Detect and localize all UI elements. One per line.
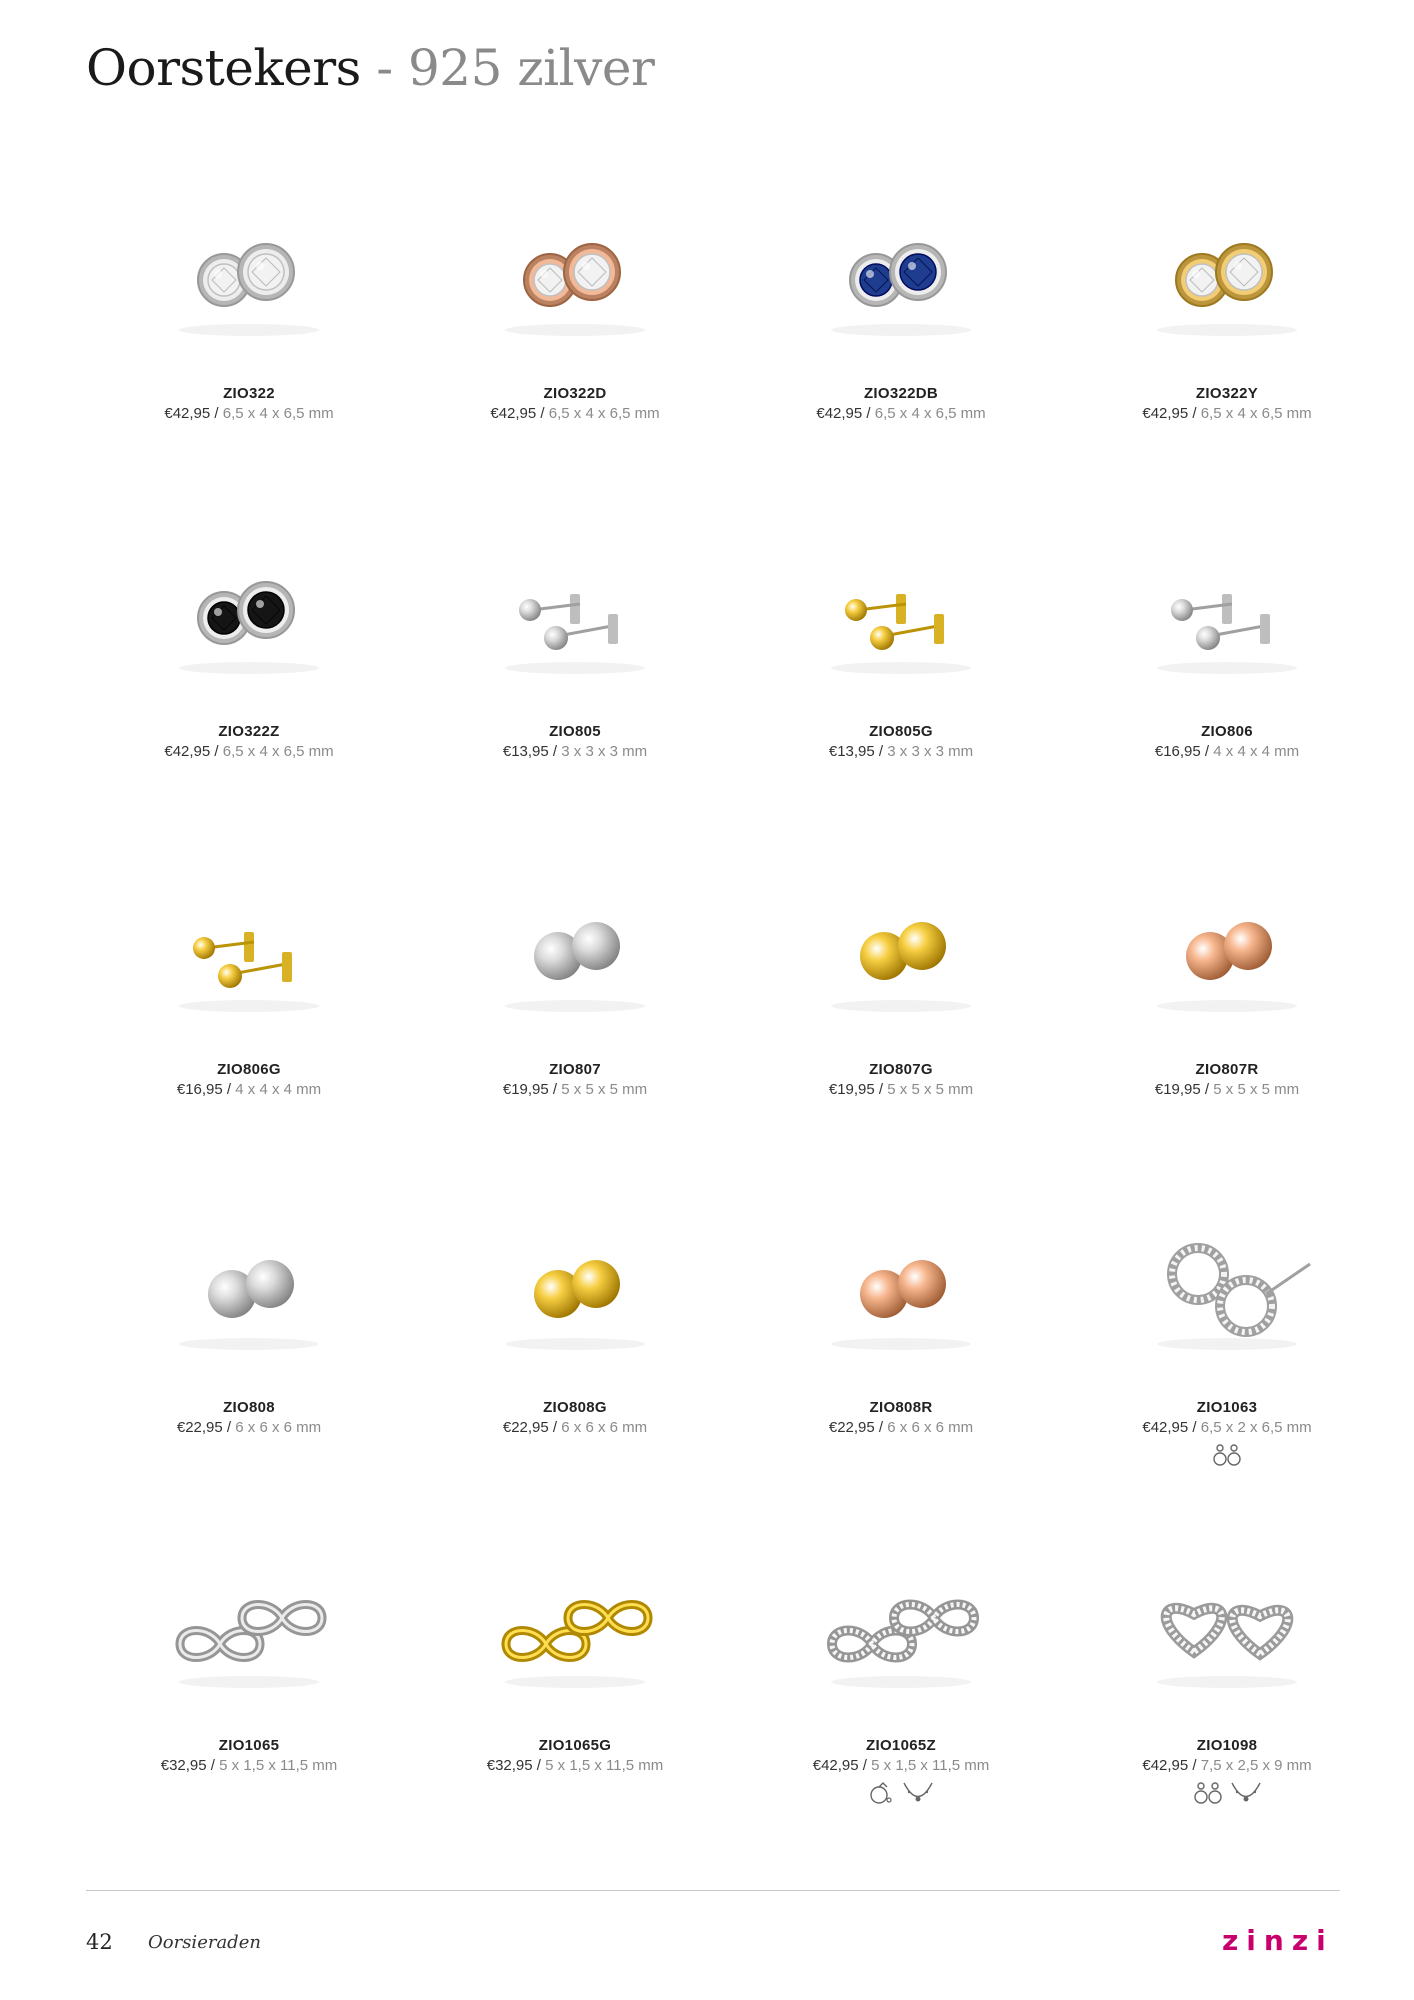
product-caption [86, 384, 412, 456]
brand-logo: zinzi [1222, 1924, 1334, 1957]
product-caption [1064, 1060, 1390, 1132]
product-dimensions: 3 x 3 x 3 mm [561, 743, 648, 760]
product-card[interactable] [738, 508, 1064, 846]
product-dimensions: 6 x 6 x 6 mm [887, 1419, 974, 1436]
product-pricing: €42,95 / 5 x 1,5 x 11,5 mm [812, 1757, 990, 1774]
ring-icon [867, 1780, 897, 1806]
product-image [1114, 856, 1340, 1046]
product-price: €42,95 [164, 743, 211, 760]
feature-icons [86, 1780, 412, 1808]
product-price: €19,95 [502, 1081, 549, 1098]
product-code: ZIO1065 [218, 1737, 280, 1754]
earring-set-icon [1210, 1442, 1244, 1468]
product-caption [412, 384, 738, 456]
product-price: €32,95 [160, 1757, 207, 1774]
product-caption [738, 1398, 1064, 1470]
product-price: €22,95 [176, 1419, 223, 1436]
product-price: €19,95 [1154, 1081, 1201, 1098]
product-price: €16,95 [1154, 743, 1201, 760]
section-name: Oorsieraden [148, 1932, 261, 1953]
product-code: ZIO807R [1195, 1061, 1259, 1078]
product-card[interactable] [738, 1522, 1064, 1860]
product-card[interactable] [86, 1522, 412, 1860]
product-dimensions: 6,5 x 4 x 6,5 mm [1200, 405, 1312, 422]
footer-divider [86, 1890, 1340, 1891]
product-image [462, 180, 688, 370]
product-pricing: €42,95 / 6,5 x 4 x 6,5 mm [816, 405, 986, 422]
feature-icons [1064, 1104, 1390, 1132]
product-dimensions: 6 x 6 x 6 mm [561, 1419, 648, 1436]
product-price: €42,95 [490, 405, 537, 422]
product-image [788, 1194, 1014, 1384]
product-code: ZIO807G [869, 1061, 933, 1078]
feature-icons [1064, 766, 1390, 794]
product-price: €13,95 [828, 743, 875, 760]
earring-set-icon [1191, 1780, 1225, 1806]
product-caption [86, 722, 412, 794]
product-card[interactable] [412, 170, 738, 508]
product-dimensions: 5 x 1,5 x 11,5 mm [219, 1757, 338, 1774]
product-dimensions: 3 x 3 x 3 mm [887, 743, 974, 760]
product-code: ZIO1098 [1196, 1737, 1258, 1754]
product-card[interactable] [1064, 508, 1390, 846]
feature-icons [412, 766, 738, 794]
necklace-icon [901, 1780, 935, 1806]
product-pricing: €19,95 / 5 x 5 x 5 mm [828, 1081, 974, 1098]
feature-icons [738, 428, 1064, 456]
feature-icons [412, 1104, 738, 1132]
product-pricing: €16,95 / 4 x 4 x 4 mm [176, 1081, 322, 1098]
title-main: Oorstekers [86, 39, 361, 97]
product-pricing: €42,95 / 6,5 x 2 x 6,5 mm [1142, 1419, 1312, 1436]
product-code: ZIO808 [223, 1399, 275, 1416]
product-pricing: €32,95 / 5 x 1,5 x 11,5 mm [486, 1757, 664, 1774]
product-dimensions: 6,5 x 4 x 6,5 mm [222, 743, 334, 760]
feature-icons [86, 428, 412, 456]
product-pricing: €22,95 / 6 x 6 x 6 mm [828, 1419, 974, 1436]
product-pricing: €42,95 / 6,5 x 4 x 6,5 mm [1142, 405, 1312, 422]
feature-icons [412, 1442, 738, 1470]
product-price: €22,95 [828, 1419, 875, 1436]
feature-icons [86, 766, 412, 794]
product-image [788, 856, 1014, 1046]
product-image [462, 1532, 688, 1722]
product-pricing: €16,95 / 4 x 4 x 4 mm [1154, 743, 1300, 760]
product-price: €42,95 [1142, 405, 1189, 422]
product-pricing: €19,95 / 5 x 5 x 5 mm [1154, 1081, 1300, 1098]
feature-icons [86, 1104, 412, 1132]
product-caption [1064, 722, 1390, 794]
product-row [86, 1184, 1338, 1522]
product-code: ZIO808G [543, 1399, 607, 1416]
product-price: €42,95 [816, 405, 863, 422]
product-row [86, 1522, 1338, 1860]
product-price: €32,95 [486, 1757, 533, 1774]
product-pricing: €42,95 / 6,5 x 4 x 6,5 mm [164, 405, 334, 422]
product-row [86, 508, 1338, 846]
product-dimensions: 4 x 4 x 4 mm [235, 1081, 322, 1098]
product-dimensions: 5 x 5 x 5 mm [561, 1081, 648, 1098]
product-code: ZIO1065Z [866, 1737, 936, 1754]
product-pricing: €42,95 / 6,5 x 4 x 6,5 mm [164, 743, 334, 760]
product-code: ZIO808R [869, 1399, 933, 1416]
product-caption [86, 1736, 412, 1808]
product-dimensions: 7,5 x 2,5 x 9 mm [1200, 1757, 1312, 1774]
product-image [1114, 180, 1340, 370]
product-price: €22,95 [502, 1419, 549, 1436]
product-caption [738, 1736, 1064, 1808]
product-caption [738, 1060, 1064, 1132]
product-image [462, 518, 688, 708]
product-image [462, 856, 688, 1046]
product-code: ZIO806G [217, 1061, 281, 1078]
product-dimensions: 6 x 6 x 6 mm [235, 1419, 322, 1436]
product-price: €16,95 [176, 1081, 223, 1098]
product-caption [412, 1398, 738, 1470]
product-card[interactable] [412, 1522, 738, 1860]
feature-icons [1064, 1780, 1390, 1808]
feature-icons [1064, 1442, 1390, 1470]
product-dimensions: 5 x 5 x 5 mm [1213, 1081, 1300, 1098]
product-price: €42,95 [1142, 1757, 1189, 1774]
product-code: ZIO322Y [1195, 385, 1259, 402]
product-dimensions: 6,5 x 2 x 6,5 mm [1200, 1419, 1312, 1436]
product-card[interactable] [86, 508, 412, 846]
product-image [136, 1194, 362, 1384]
feature-icons [412, 1780, 738, 1808]
page-title [86, 36, 654, 100]
product-image [136, 1532, 362, 1722]
product-image [788, 518, 1014, 708]
product-image [136, 518, 362, 708]
product-card[interactable] [1064, 1184, 1390, 1522]
product-code: ZIO1063 [1196, 1399, 1258, 1416]
product-image [1114, 1194, 1340, 1384]
product-caption [86, 1060, 412, 1132]
product-code: ZIO322DB [863, 385, 939, 402]
necklace-icon [1229, 1780, 1263, 1806]
product-price: €42,95 [164, 405, 211, 422]
product-caption [738, 384, 1064, 456]
product-image [1114, 1532, 1340, 1722]
product-code: ZIO1065G [538, 1737, 612, 1754]
product-row [86, 170, 1338, 508]
product-price: €19,95 [828, 1081, 875, 1098]
product-caption [1064, 384, 1390, 456]
product-price: €42,95 [1142, 1419, 1189, 1436]
product-dimensions: 6,5 x 4 x 6,5 mm [874, 405, 986, 422]
feature-icons [86, 1442, 412, 1470]
product-caption [1064, 1398, 1390, 1470]
product-pricing: €22,95 / 6 x 6 x 6 mm [176, 1419, 322, 1436]
product-image [1114, 518, 1340, 708]
product-caption [1064, 1736, 1390, 1808]
product-dimensions: 5 x 1,5 x 11,5 mm [545, 1757, 664, 1774]
feature-icons [412, 428, 738, 456]
product-caption [412, 1736, 738, 1808]
product-code: ZIO805 [549, 723, 601, 740]
product-code: ZIO322D [543, 385, 607, 402]
product-dimensions: 6,5 x 4 x 6,5 mm [548, 405, 660, 422]
product-card[interactable] [86, 1184, 412, 1522]
product-caption [412, 722, 738, 794]
product-pricing: €13,95 / 3 x 3 x 3 mm [502, 743, 648, 760]
feature-icons [738, 1104, 1064, 1132]
product-card[interactable] [1064, 846, 1390, 1184]
product-card[interactable] [86, 846, 412, 1184]
product-card[interactable] [86, 170, 412, 508]
product-dimensions: 4 x 4 x 4 mm [1213, 743, 1300, 760]
feature-icons [738, 1442, 1064, 1470]
product-pricing: €19,95 / 5 x 5 x 5 mm [502, 1081, 648, 1098]
product-caption [86, 1398, 412, 1470]
page-number: 42 [86, 1930, 113, 1954]
product-image [462, 1194, 688, 1384]
product-code: ZIO806 [1201, 723, 1253, 740]
product-card[interactable] [738, 846, 1064, 1184]
product-dimensions: 6,5 x 4 x 6,5 mm [222, 405, 334, 422]
product-card[interactable] [1064, 1522, 1390, 1860]
product-card[interactable] [738, 170, 1064, 508]
product-code: ZIO805G [869, 723, 933, 740]
product-pricing: €22,95 / 6 x 6 x 6 mm [502, 1419, 648, 1436]
product-caption [412, 1060, 738, 1132]
product-card[interactable] [412, 508, 738, 846]
product-price: €42,95 [812, 1757, 859, 1774]
product-code: ZIO807 [549, 1061, 601, 1078]
product-caption [738, 722, 1064, 794]
product-image [136, 180, 362, 370]
product-dimensions: 5 x 5 x 5 mm [887, 1081, 974, 1098]
product-image [788, 180, 1014, 370]
product-code: ZIO322 [223, 385, 275, 402]
product-card[interactable] [412, 846, 738, 1184]
feature-icons [738, 766, 1064, 794]
feature-icons [1064, 428, 1390, 456]
product-dimensions: 5 x 1,5 x 11,5 mm [871, 1757, 990, 1774]
product-card[interactable] [1064, 170, 1390, 508]
title-sub: - 925 zilver [376, 39, 655, 97]
product-card[interactable] [412, 1184, 738, 1522]
product-card[interactable] [738, 1184, 1064, 1522]
product-pricing: €42,95 / 7,5 x 2,5 x 9 mm [1142, 1757, 1312, 1774]
feature-icons [738, 1780, 1064, 1808]
product-pricing: €13,95 / 3 x 3 x 3 mm [828, 743, 974, 760]
product-image [136, 856, 362, 1046]
product-image [788, 1532, 1014, 1722]
product-pricing: €32,95 / 5 x 1,5 x 11,5 mm [160, 1757, 338, 1774]
product-price: €13,95 [502, 743, 549, 760]
product-row [86, 846, 1338, 1184]
product-code: ZIO322Z [218, 723, 280, 740]
product-pricing: €42,95 / 6,5 x 4 x 6,5 mm [490, 405, 660, 422]
